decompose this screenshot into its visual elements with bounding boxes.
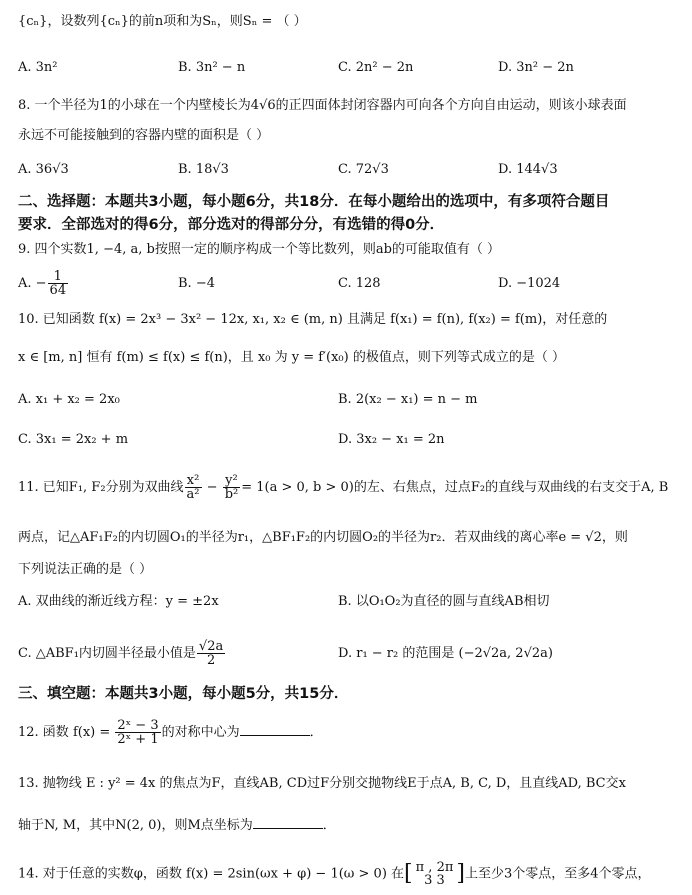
q11-fraction-y-denominator: b² (224, 487, 239, 502)
q11-option-c-prefix: C. △ABF₁内切圆半径最小值是 (18, 646, 196, 661)
q12-fraction (115, 719, 160, 746)
q10-option-a: A. x₁ + x₂ = 2x₀ (18, 392, 120, 407)
q13-answer-blank (253, 816, 323, 829)
question-8-stem-cont: 永远不可能接触到的容器内壁的面积是（ ） (18, 128, 270, 143)
q14-interval (414, 861, 456, 887)
q11-fraction-y-numerator: y² (223, 474, 241, 488)
q11-option-d: D. r₁ − r₂ 的范围是 (−2√2a, 2√2a) (338, 646, 553, 661)
q7-option-a: A. 3n² (18, 60, 58, 75)
q11-prefix: 11. 已知F₁, F₂分别为双曲线 (18, 480, 184, 495)
q10-option-b: B. 2(x₂ − x₁) = n − m (338, 392, 478, 407)
q11-option-c-numerator: √2a (198, 639, 224, 654)
question-13-stem: 13. 抛物线 E : y² = 4x 的焦点为F，直线AB, CD过F分别交抛物线E于点A, B, C, D，且直线AD, BC交x (18, 776, 626, 791)
q11-option-c (18, 636, 226, 672)
q11-option-c-fraction (197, 640, 225, 667)
question-12 (18, 714, 678, 752)
q11-option-b: B. 以O₁O₂为直径的圆与直线AB相切 (338, 594, 550, 609)
q12-end: ． (309, 725, 323, 740)
q7-option-d: D. 3n² − 2n (498, 60, 574, 75)
section-2-heading: 二、选择题：本题共3小题，每小题6分，共18分．在每小题给出的选项中，有多项符合题目 (18, 194, 610, 210)
question-11-prompt: 下列说法正确的是（ ） (18, 562, 153, 577)
q14-left-bracket-icon: [ (404, 861, 413, 886)
question-10-stem: 10. 已知函数 f(x) = 2x³ − 3x² − 12x, x₁, x₂ ∈ (m, n) 且满足 f(x₁) = f(n), f(x₂) = f(m)，对任意的 (18, 312, 608, 327)
question-11-stem-cont: 两点，记△AF₁F₂的内切圆O₁的半径为r₁，△BF₁F₂的内切圆O₂的半径为r₂．若双曲线的离心率e = √2，则 (18, 530, 628, 545)
q14-suffix: 上至少3个零点，至多4个零点， (464, 866, 651, 882)
q11-suffix: = 1(a > 0, b > 0)的左、右焦点，过点F₂的直线与双曲线的右支交于A, B (241, 480, 669, 495)
q11-fraction-x (185, 474, 202, 501)
q8-option-c: C. 72√3 (338, 162, 389, 177)
question-7-tail: {cₙ}，设数列{cₙ}的前n项和为Sₙ，则Sₙ = （ ） (18, 14, 307, 29)
q14-interval-denominators: 3 3 (424, 873, 445, 888)
question-8-stem: 8. 一个半径为1的小球在一个内壁棱长为4√6的正四面体封闭容器内可向各个方向自由运动，则该小球表面 (18, 98, 627, 113)
question-14 (18, 856, 678, 893)
section-3-heading: 三、填空题：本题共3小题，每小题5分，共15分． (18, 686, 349, 702)
section-2-heading-cont: 要求．全部选对的得6分，部分选对的得部分分，有选错的得0分． (18, 217, 445, 233)
q7-option-b: B. 3n² − n (178, 60, 246, 75)
q9-option-a (18, 266, 69, 302)
q11-fraction-x-numerator: x² (185, 474, 202, 488)
q9-option-d: D. −1024 (498, 276, 561, 291)
q9-option-b: B. −4 (178, 276, 215, 291)
q11-option-a: A. 双曲线的渐近线方程：y = ±2x (18, 594, 219, 609)
q10-option-d: D. 3x₂ − x₁ = 2n (338, 432, 445, 447)
q10-option-c: C. 3x₁ = 2x₂ + m (18, 432, 129, 447)
q9-option-a-numerator: 1 (48, 270, 69, 284)
q8-option-b: B. 18√3 (178, 162, 229, 177)
q11-fraction-x-denominator: a² (186, 487, 200, 502)
q13-line2-end: ． (322, 818, 336, 833)
q12-answer-blank (240, 723, 310, 736)
q12-denominator: 2ˣ + 1 (117, 732, 159, 747)
q14-prefix: 14. 对于任意的实数φ，函数 f(x) = 2sin(ωx + φ) − 1(ω > 0) 在 (18, 866, 405, 882)
q12-numerator: 2ˣ − 3 (117, 718, 159, 733)
q14-interval-numerators: π , 2π (415, 860, 454, 875)
q14-right-bracket-icon: ] (456, 861, 465, 886)
q9-option-a-prefix: A. − (18, 276, 47, 291)
q8-option-a: A. 36√3 (18, 162, 69, 177)
q12-suffix: 的对称中心为 (161, 725, 240, 740)
question-11-stem (18, 470, 678, 506)
q9-option-a-fraction (48, 270, 69, 297)
q9-option-c: C. 128 (338, 276, 381, 291)
q11-fraction-y (223, 474, 241, 501)
q12-prefix: 12. 函数 f(x) = (18, 725, 115, 740)
q11-minus: − (202, 480, 222, 495)
question-10-stem-cont: x ∈ [m, n] 恒有 f(m) ≤ f(x) ≤ f(n)，且 x₀ 为 y = f′(x₀) 的极值点，则下列等式成立的是（ ） (18, 350, 565, 365)
q9-option-a-denominator: 64 (49, 283, 67, 298)
q13-line2-prefix: 轴于N, M，其中N(2, 0)，则M点坐标为 (18, 818, 253, 833)
question-13-stem-cont (18, 816, 678, 836)
question-9-stem: 9. 四个实数1, −4, a, b按照一定的顺序构成一个等比数列，则ab的可能取值有（ ） (18, 242, 501, 257)
q7-option-c: C. 2n² − 2n (338, 60, 414, 75)
q11-option-c-denominator: 2 (206, 653, 216, 668)
q8-option-d: D. 144√3 (498, 162, 558, 177)
